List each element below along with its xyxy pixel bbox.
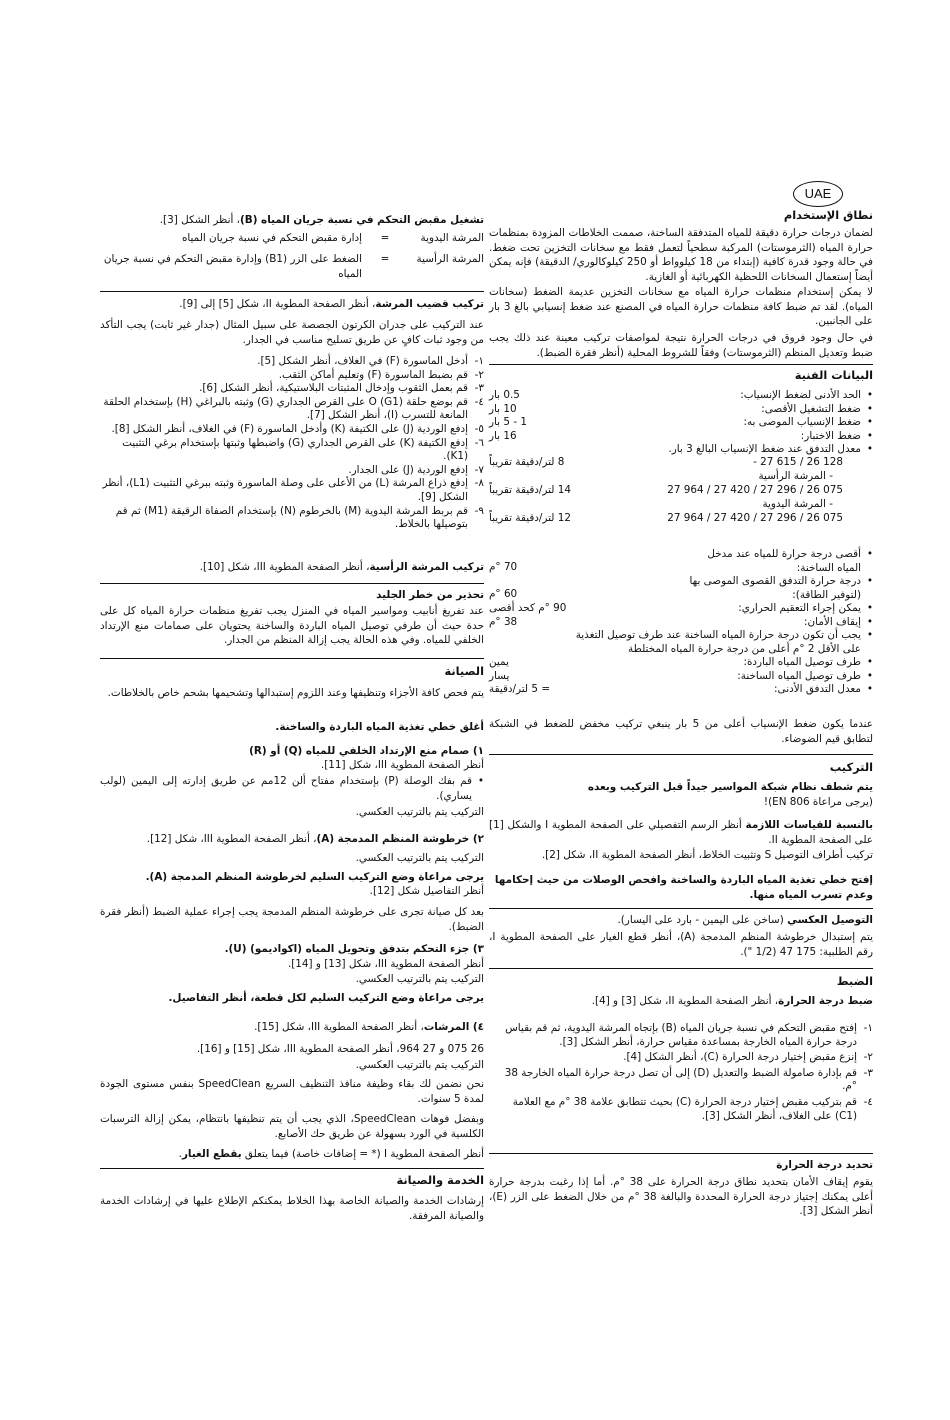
tech-item: • أقصى درجة حرارة للمياه عند مدخل المياه الساخنة: 70 °م: [489, 548, 873, 574]
scald-paragraph: عند تفريغ أنابيب ومواسير المياه في المنزل يجب تفريغ منظمات حرارة المياه كل على حدة حيث أن طرفي توصيل المياه الباردة والساخنة يحتويان على صمامات منع الإرتداد الخلفي للمياه. وفي هذه الحالة يجب إزالة المنظم من الجدار.: [100, 605, 484, 647]
install-norm: (يرجى مراعاة EN 806)!: [763, 796, 873, 808]
spare-parts-ref: أنظر الصفحة المطوية I (* = إضافات خاصة) فيما يتعلق بقطع الغيار.: [178, 1148, 484, 1160]
rod-step: ٧- إدفع الوردية (J) على الجدار.: [348, 463, 484, 476]
maintenance-title: الصيانة: [444, 664, 484, 678]
rod-step: ٢- قم بضبط الماسورة (F) وتعليم أماكن الثقب.: [278, 368, 484, 381]
install-flush: يتم شطف نظام شبكة المواسير جيداً قبل التركيب وبعده: [587, 781, 873, 793]
flow-value: 8 لتر/دقيقة تقريباً: [489, 456, 565, 468]
tech-note: عندما يكون ضغط الإنسياب أعلى من 5 بار ينبغي تركيب مخفض للضغط في الشبكة لتطابق قيم الضوضاء.: [489, 718, 874, 745]
m4-codes: 26 075 و 27 964، أنظر الصفحة المطوية III، شكل [15] و [16].: [196, 1043, 484, 1055]
flow-code: 27 964 / 27 420 / 27 296 / 26 075: [667, 484, 843, 496]
flow-code: 27 964 / 27 420 / 27 296 / 26 075: [667, 512, 843, 524]
section-rule: [489, 754, 873, 755]
m3-ref: أنظر الصفحة المطوية III، شكل [13] و [14].: [287, 958, 484, 970]
tech-item: • طرف توصيل المياه الساخنة: يسار: [489, 669, 873, 682]
adjust-intro: ضبط درجة الحرارة، أنظر الصفحة المطوية II، شكل [3] و [4].: [591, 995, 873, 1007]
rod-step: ٣- قم بعمل الثقوب وإدخال المثبتات البلاستيكية، أنظر الشكل [6].: [199, 382, 484, 395]
tech-item: • ضغط الاختبار: 16 بار: [489, 429, 873, 442]
adjust-steps: [489, 1022, 873, 1123]
flow-sub: - المرشة الرأسية: [758, 470, 833, 482]
rod-intro: تركيب قضيب المرشة، أنظر الصفحة المطوية II، شكل [5] إلى [9].: [179, 298, 484, 310]
scope-paragraph-2: لا يمكن إستخدام منظمات حرارة المياه مع سخانات التخزين عديمة الضغط (سخانات المياه). لقد تم ضبط كافة منظمات حرارة المياه في المصنع عند ضغط إنسيابي بالغ 3 بار على الجانبين.: [489, 286, 873, 328]
scope-paragraph-3: في حال وجود فروق في درجات الحرارة نتيجة لمواصفات تركيب معينة عند ذلك يجب ضبط وتعديل المنظم (الثرموستات) وفقاً للشروط المحلية (أنظر فقرة الضبط).: [489, 332, 873, 359]
tech-item: • ضغط التشغيل الأقصى: 10 بار: [489, 402, 873, 415]
m2-reverse: التركيب يتم بالترتيب العكسي.: [355, 852, 484, 864]
scope-paragraph-1: لضمان درجات حرارة دقيقة للمياه المتدفقة الساخنة، صممت الخلاطات المزودة بمنظمات حرارة المياه (الثرموستات) المركبة سطحياً لتعمل فقط مع سخانات التخزين تحت ضغط. في حالة وجود قدرة كافية (إبتداء من 18 كيلوواط أو 250 كيلوكالوري/ الدقيقة) فإنه يمكن أيضاً إستعمال السخانات اللحظية الكهربائية أو الغازية.: [489, 227, 873, 283]
adjust-step: ١- إفتح مقبض التحكم في نسبة جريان المياه (B) بإتجاه المرشة اليدوية، ثم قم بقياس درجة حرارة المياه الخارجة بمساعدة مقياس حرارة، أنظر الشكل [3].: [505, 1022, 873, 1048]
rod-note: عند التركيب على جدران الكرتون الجصصة على سبيل المثال (جدار غير ثابت) يجب التأكد من وجود ثبات كافٍ عن طريق تسليح مناسب في الجدار.: [100, 319, 484, 346]
speedclean-nozzles: وبفضل فوهات SpeedClean، الذي يجب أن يتم تنظيفها بانتظام، يمكن إزالة الترسبات الكلسية في الورد بسهولة عن طريق حك الأصابع.: [100, 1113, 484, 1140]
m1-bullet: • قم بفك الوصلة (P) بإستخدام مفتاح ألن 12مم عن طريق إدارته إلى اليمين (لولب يساري).: [100, 775, 484, 802]
tech-item: • يمكن إجراء التعقيم الحراري: 90 °م كحد أقصى: [489, 602, 873, 614]
install-connectors: تركيب أطراف التوصيل S وتثبيت الخلاط، أنظر الصفحة المطوية II، شكل [2].: [541, 849, 873, 861]
tech-list-2: [489, 548, 873, 697]
tech-item: • يجب أن تكون درجة حرارة المياه الساخنة عند طرف توصيل التغذية على الأقل 2 °م أعلى من درجة حرارة المياه المختلطة: [575, 629, 873, 655]
section-rule: [489, 908, 873, 909]
service-paragraph: إرشادات الخدمة والصيانة الخاصة بهذا الخلاط يمكنكم الإطلاع عليها في إرشادات الخدمة والصيانة المرفقة.: [100, 1195, 484, 1222]
rod-step: ١- أدخل الماسورة (F) في الغلاف، أنظر الشكل [5].: [257, 355, 484, 367]
m1-ref: أنظر الصفحة المطوية III، شكل [11].: [320, 759, 484, 771]
m4-title: ٤) المرشات، أنظر الصفحة المطوية III، شكل [15].: [254, 1021, 484, 1033]
adjust-step: ٢- إنزع مقبض إختيار درجة الحرارة (C)، أنظر الشكل [4].: [623, 1051, 873, 1064]
rod-steps: [100, 355, 484, 532]
install-open: إفتح خطي تغذية المياه الباردة والساخنة وافحص الوصلات من حيث إحكامها وعدم تسرب المياه منها.: [494, 874, 873, 901]
rod-step: ٤- قم بوضع حلقة O (G1) على القرص الجداري (G) وثبته بالبراغي (H) بإستخدام الحلقة المانعة للتسرب (I)، أنظر الشكل [7].: [103, 395, 484, 422]
section-rule: [489, 968, 873, 969]
adjust-step: ٤- قم بتركيب مقبض إختيار درجة الحرارة (C) بحيث تتطابق علامة 38 °م مع العلامة (C1) على الغلاف، أنظر الشكل [3].: [512, 1095, 873, 1122]
tech-item: • معدل التدفق عند ضغط الإنسياب البالغ 3 بار.: [668, 443, 873, 456]
m1-title: ١) صمام منع الإرتداد الخلفي للمياه (Q) أو (R): [249, 745, 484, 757]
rod-step: ٥- إدفع الوردية (J) على الكتيفة (K) وأدخل الماسورة (F) في الغلاف، أنظر الشكل [8].: [111, 422, 484, 435]
speedclean-guarantee: نحن نضمن لك بقاء وظيفة منافذ التنظيف السريع SpeedClean بنفس مستوى الجودة لمدة 5 سنوات.: [100, 1078, 484, 1105]
flow-code: - 27 615 / 26 128: [753, 456, 843, 468]
flow-value: 14 لتر/دقيقة تقريباً: [489, 484, 572, 496]
m3-reverse: التركيب يتم بالترتيب العكسي.: [355, 973, 484, 985]
adjust-step: ٣- قم بإدارة صامولة الضبط والتعديل (D) إلى أن تصل درجة حرارة المياه الخارجة 38 °م.: [504, 1066, 873, 1093]
maintenance-paragraph: يتم فحص كافة الأجزاء وتنظيفها وعند اللزوم إستبدالها وتشحيمها بشحم خاص بالخلاطات.: [107, 687, 484, 699]
scald-title: تحذير من خطر الجليد: [376, 589, 484, 601]
section-rule: [100, 291, 484, 292]
tech-item: • ضغط الإنسياب الموصى به: 1 - 5 بار: [489, 416, 873, 429]
section-rule: [100, 1168, 484, 1169]
m3-title: ٣) جزء التحكم بتدفق وتحويل المياه (اكواديمو) (U).: [224, 943, 484, 955]
m1-reverse: التركيب يتم بالترتيب العكسي.: [355, 806, 484, 818]
rod-step: ٩- قم بربط المرشة اليدوية (M) بالخرطوم (N) بإستخدام الصفاة الرقيقة (M1) ثم قم بتوصيلها بالخلاط.: [115, 504, 484, 531]
tech-item: • درجة حرارة التدفق القصوى الموصى بها (لتوفير الطاقة): 60 °م: [489, 575, 873, 601]
flow-value: 12 لتر/دقيقة تقريباً: [489, 512, 572, 524]
country-badge: UAE: [793, 181, 843, 207]
tech-item: • إيقاف الأمان: 38 °م: [489, 615, 873, 628]
limit-paragraph: يقوم إيقاف الأمان بتحديد نطاق درجة الحرارة على 38 °م. أما إذا رغبت بدرجة حرارة أعلى يمكنك إجتياز درجة الحرارة المحددة والبالغة 38 °م من خلال الضغط على الزر (E)، أنظر الشكل [3].: [489, 1176, 874, 1218]
section-rule: [489, 1153, 873, 1154]
flow-sub: - المرشة اليدوية: [762, 498, 833, 510]
m2-title: ٢) خرطوشة المنظم المدمجة (A)، أنظر الصفحة المطوية III، شكل [12].: [146, 833, 484, 845]
flow-table: [489, 456, 873, 546]
m3-warning: يرجى مراعاة وضع التركيب السليم لكل قطعة، أنظر التفاصيل.: [168, 992, 484, 1004]
head-shower-intro: تركيب المرشة الرأسية، أنظر الصفحة المطوية III، شكل [10].: [199, 561, 484, 573]
reverse-cartridge: يتم إستبدال خرطوشة المنظم المدمجة (A)، أنظر قطع الغيار على الصفحة المطوية I، رقم الطلبية: 175 47 (1/2 ").: [489, 931, 874, 958]
m4-reverse: التركيب يتم بالترتيب العكسي.: [355, 1059, 484, 1071]
reverse-connection: التوصيل العكسي (ساخن على اليمين - بارد على اليسار).: [617, 914, 873, 926]
adjust-title: الضبط: [836, 974, 873, 988]
m2-warning: يرجى مراعاة وضع التركيب السليم لخرطوشة المنظم المدمجة (A).: [145, 871, 484, 883]
tech-title: البيانات الفنية: [794, 368, 873, 382]
m2-ref: أنظر التفاصيل شكل [12].: [369, 885, 484, 897]
rod-step: ٨- إدفع ذراع المرشة (L) من الأعلى على وصلة الماسورة وثبته ببرغي التثبيت (L1)، أنظر الشكل [9].: [102, 477, 484, 503]
maintenance-close: أغلق خطي تغذية المياه الباردة والساخنة.: [275, 721, 484, 733]
tech-item: • معدل التدفق الأدنى: = 5 لتر/دقيقة: [489, 683, 873, 696]
tech-item: • الحد الأدنى لضغط الإنسياب: 0.5 بار: [489, 389, 873, 401]
section-rule: [100, 583, 484, 584]
m2-note: بعد كل صيانة تجرى على خرطوشة المنظم المدمجة يجب إجراء عملية الضبط (أنظر فقرة الضبط).: [100, 906, 484, 933]
tech-list-1: [489, 389, 873, 457]
install-title: التركيب: [829, 760, 873, 774]
scope-title: نطاق الإستخدام: [783, 208, 873, 222]
rod-step: ٦- إدفع الكتيفة (K) على القرص الجداري (G) واضبطها وثبتها بإستخدام برغي التثبيت (K1).: [122, 436, 484, 463]
section-rule: [489, 364, 873, 365]
op-row: المرشة اليدوية = إدارة مقبض التحكم في نسبة جريان المياه: [181, 232, 484, 244]
op-intro: تشغيل مقبض التحكم في نسبة جريان المياه (B)، أنظر الشكل [3].: [159, 214, 484, 226]
install-dimensions: بالنسبة للقياسات اللازمة أنظر الرسم التفصيلي على الصفحة المطوية I والشكل [1] على الصفحة المطوية II.: [489, 819, 873, 846]
service-title: الخدمة والصيانة: [396, 1173, 484, 1187]
limit-title: تحديد درجة الحرارة: [776, 1159, 873, 1171]
op-row: المرشة الرأسية = الضغط على الزر (B1) وإدارة مقبض التحكم في نسبة جريان المياه: [103, 253, 484, 280]
tech-item: • طرف توصيل المياه الباردة: يمين: [489, 656, 873, 669]
section-rule: [100, 658, 484, 659]
